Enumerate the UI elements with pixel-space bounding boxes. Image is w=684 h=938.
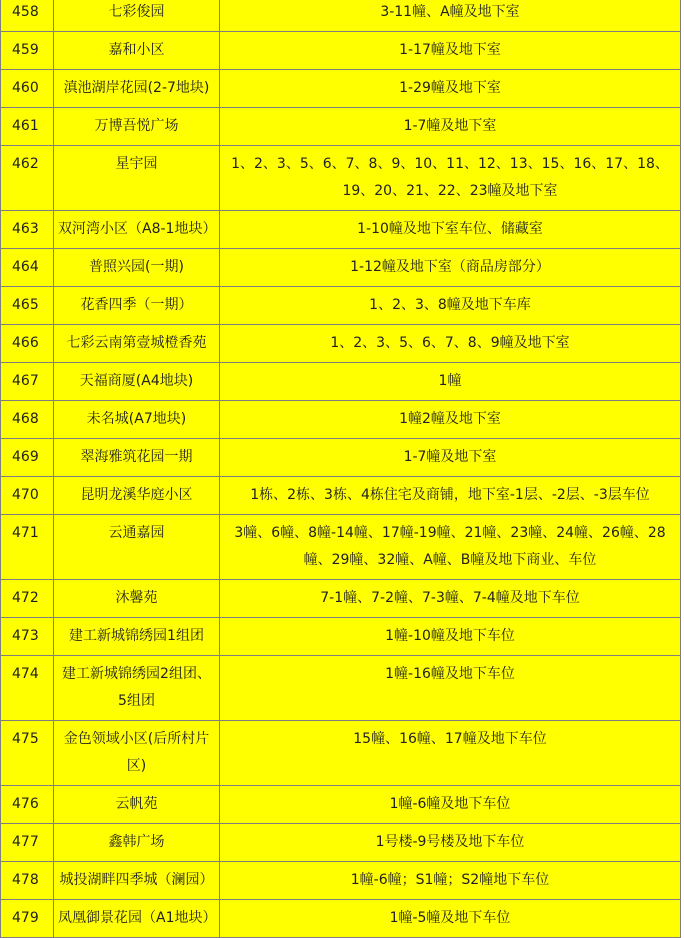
project-name-cell: 双河湾小区（A8-1地块） [54,211,220,249]
row-number-cell: 473 [1,618,54,656]
scope-cell: 1幢-10幢及地下车位 [220,618,681,656]
row-number-cell: 468 [1,401,54,439]
scope-cell: 1幢-16幢及地下车位 [220,656,681,721]
project-name-cell: 嘉和小区 [54,32,220,70]
project-name-cell: 翠海雅筑花园一期 [54,439,220,477]
table-row [1,618,681,656]
row-number-cell: 461 [1,108,54,146]
project-name-cell: 昆明龙溪华庭小区 [54,477,220,515]
table-row [1,900,681,938]
project-name-cell: 普照兴园(一期) [54,249,220,287]
scope-cell: 1、2、3、5、6、7、8、9幢及地下室 [220,325,681,363]
table-row [1,477,681,515]
table-row [1,862,681,900]
scope-cell: 1-29幢及地下室 [220,70,681,108]
row-number-cell: 464 [1,249,54,287]
table-row [1,70,681,108]
scope-cell: 1栋、2栋、3栋、4栋住宅及商铺，地下室-1层、-2层、-3层车位 [220,477,681,515]
scope-cell: 1、2、3、5、6、7、8、9、10、11、12、13、15、16、17、18、19、20、21、22、23幢及地下室 [220,146,681,211]
table-row [1,363,681,401]
row-number-cell: 469 [1,439,54,477]
scope-cell: 1-10幢及地下室车位、储藏室 [220,211,681,249]
project-name-cell: 滇池湖岸花园(2-7地块) [54,70,220,108]
project-name-cell: 天福商厦(A4地块) [54,363,220,401]
table-row [1,401,681,439]
scope-cell: 1号楼-9号楼及地下车位 [220,824,681,862]
scope-cell: 3-11幢、A幢及地下室 [220,0,681,32]
project-name-cell: 云通嘉园 [54,515,220,580]
scope-cell: 1-7幢及地下室 [220,108,681,146]
scope-cell: 1-12幢及地下室（商品房部分） [220,249,681,287]
table-row [1,515,681,580]
scope-cell: 1幢2幢及地下室 [220,401,681,439]
table-row [1,287,681,325]
scope-cell: 1、2、3、8幢及地下车库 [220,287,681,325]
row-number-cell: 458 [1,0,54,32]
scope-cell: 1幢 [220,363,681,401]
scope-cell: 1幢-6幢及地下车位 [220,786,681,824]
scope-cell: 1幢-6幢；S1幢；S2幢地下车位 [220,862,681,900]
scope-cell: 3幢、6幢、8幢-14幢、17幢-19幢、21幢、23幢、24幢、26幢、28幢、29幢、32幢、A幢、B幢及地下商业、车位 [220,515,681,580]
row-number-cell: 474 [1,656,54,721]
table-row [1,108,681,146]
row-number-cell: 460 [1,70,54,108]
row-number-cell: 466 [1,325,54,363]
table-row [1,439,681,477]
project-name-cell: 建工新城锦绣园1组团 [54,618,220,656]
table-row [1,325,681,363]
row-number-cell: 462 [1,146,54,211]
project-name-cell: 金色领域小区(后所村片区) [54,721,220,786]
row-number-cell: 465 [1,287,54,325]
table-row [1,721,681,786]
project-name-cell: 建工新城锦绣园2组团、5组团 [54,656,220,721]
scope-cell: 1-17幢及地下室 [220,32,681,70]
scope-cell: 15幢、16幢、17幢及地下车位 [220,721,681,786]
project-name-cell: 云帆苑 [54,786,220,824]
row-number-cell: 472 [1,580,54,618]
project-name-cell: 七彩云南第壹城橙香苑 [54,325,220,363]
project-name-cell: 未名城(A7地块) [54,401,220,439]
project-name-cell: 万博吾悦广场 [54,108,220,146]
row-number-cell: 476 [1,786,54,824]
scope-cell: 7-1幢、7-2幢、7-3幢、7-4幢及地下车位 [220,580,681,618]
project-name-cell: 凤凰御景花园（A1地块） [54,900,220,938]
scope-cell: 1-7幢及地下室 [220,439,681,477]
table-row [1,146,681,211]
project-name-cell: 花香四季（一期） [54,287,220,325]
row-number-cell: 478 [1,862,54,900]
scope-cell: 1幢-5幢及地下车位 [220,900,681,938]
project-name-cell: 沐馨苑 [54,580,220,618]
table-row [1,211,681,249]
table-row [1,656,681,721]
row-number-cell: 463 [1,211,54,249]
table-row [1,580,681,618]
table-body [1,0,681,938]
table-row [1,786,681,824]
table-row [1,249,681,287]
table-row [1,32,681,70]
project-name-cell: 鑫韩广场 [54,824,220,862]
row-number-cell: 471 [1,515,54,580]
table-row [1,824,681,862]
row-number-cell: 470 [1,477,54,515]
row-number-cell: 459 [1,32,54,70]
project-name-cell: 七彩俊园 [54,0,220,32]
project-name-cell: 城投湖畔四季城（澜园） [54,862,220,900]
row-number-cell: 479 [1,900,54,938]
row-number-cell: 467 [1,363,54,401]
project-name-cell: 星宇园 [54,146,220,211]
row-number-cell: 475 [1,721,54,786]
table-row [1,0,681,32]
row-number-cell: 477 [1,824,54,862]
